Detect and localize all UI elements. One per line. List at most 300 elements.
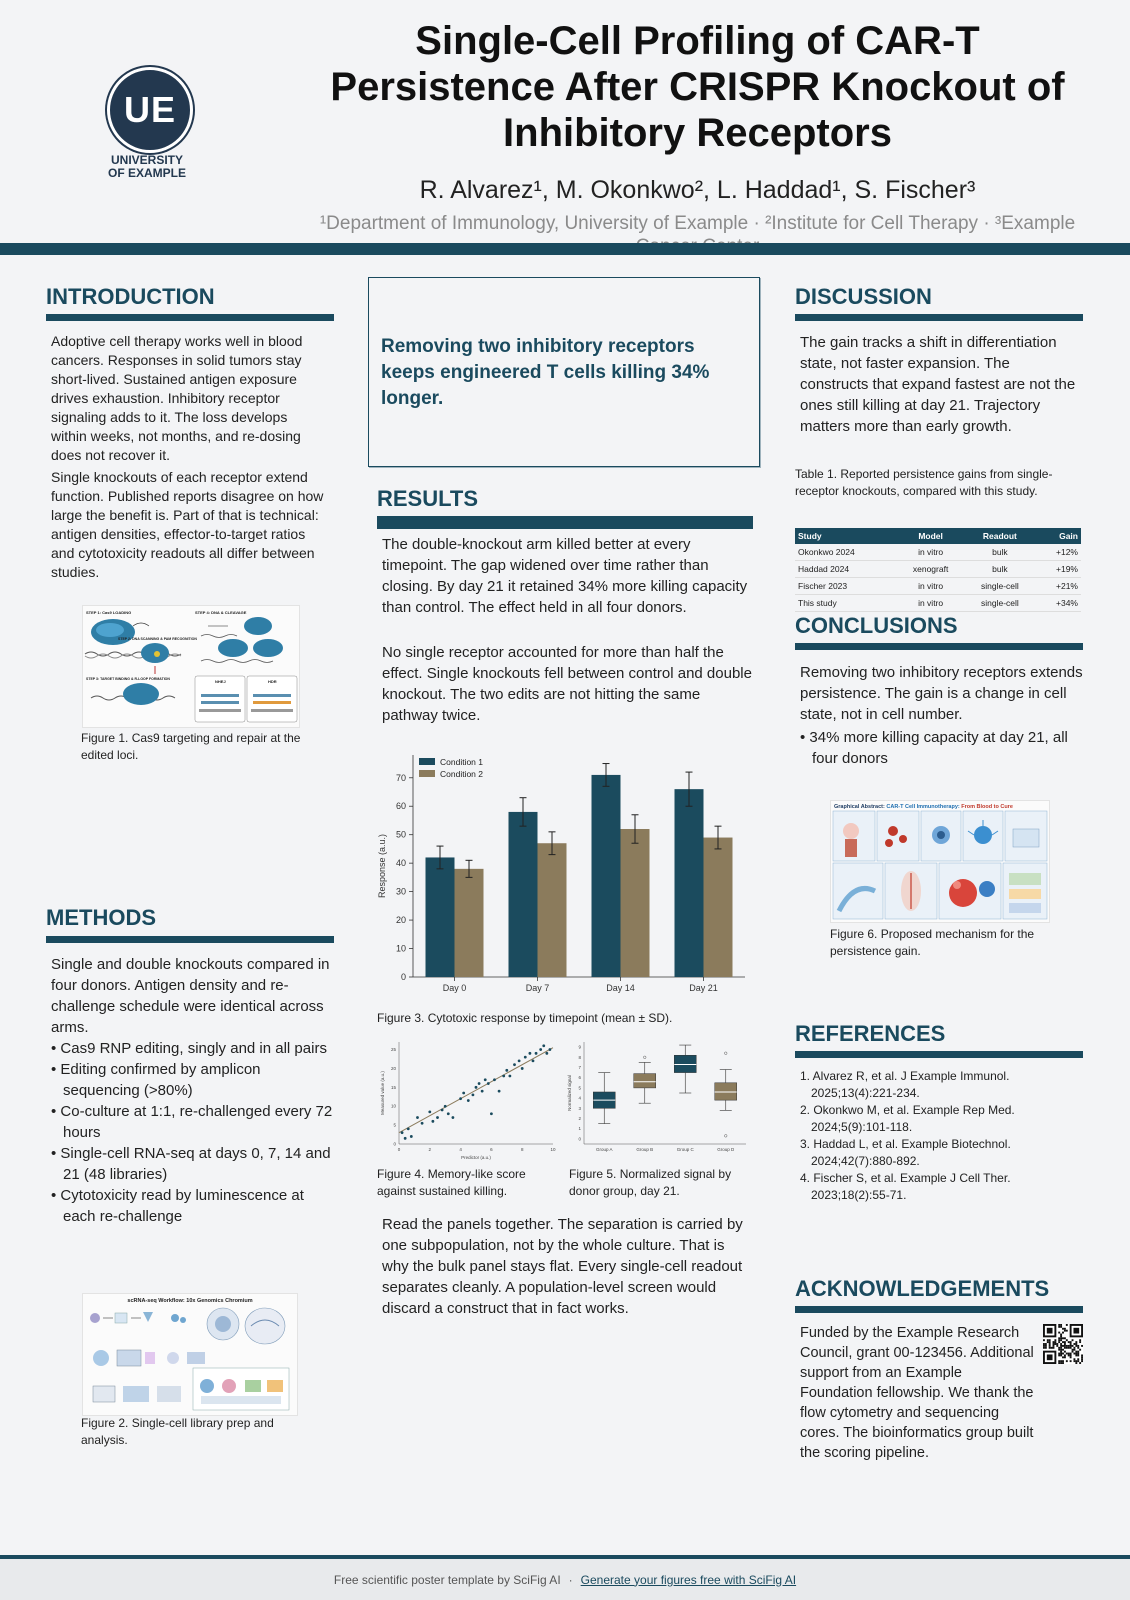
figure-5-caption: Figure 5. Normalized signal by donor group, day 21. (569, 1167, 732, 1198)
key-finding-callout (368, 277, 760, 467)
fig6-title-b: CAR-T Cell Immunotherapy: (886, 804, 962, 810)
methods-bullet: • Editing confirmed by amplicon sequencing (>80%) (51, 1061, 261, 1099)
qr-module (1068, 1347, 1070, 1349)
figure-3-bar-chart (373, 745, 753, 995)
qr-module (1043, 1343, 1045, 1345)
qr-module (1060, 1347, 1062, 1349)
y-tick-label: 0 (400, 972, 406, 982)
outlier-point (724, 1052, 727, 1055)
bar (426, 857, 455, 977)
qr-module (1077, 1347, 1079, 1349)
y-tick-label: 1 (578, 1126, 581, 1132)
x-axis-label: Predictor (a.u.) (461, 1155, 491, 1160)
qr-module (1049, 1339, 1051, 1341)
qr-module (1072, 1349, 1074, 1351)
y-tick-label: 7 (578, 1065, 581, 1070)
introduction-p1: Adoptive cell therapy works well in blood cancers. Responses in solid tumors stay short-lived. Sustained antigen exposure drives exhaustion. Inhibitory receptor signaling adds to it. The loss develops within weeks, not months, and re-dosing does not recover it. (51, 333, 303, 463)
figure-3-caption: Figure 3. Cytotoxic response by timepoint (mean ± SD). (377, 1011, 673, 1025)
qr-module (1060, 1326, 1062, 1328)
affiliations: ¹Department of Immunology, University of Example · ²Institute for Cell Therapy · ³Example (319, 213, 1076, 234)
y-tick-label: 0 (578, 1136, 581, 1142)
acknowledgements-heading: ACKNOWLEDGEMENTS (795, 1276, 1050, 1301)
qr-module (1053, 1341, 1055, 1343)
results-p2: No single receptor accounted for more than half the effect. Single knockouts fell between control and double knockout. The two edits are not hitting the same pathway twice. (382, 644, 752, 724)
qr-module (1068, 1341, 1070, 1343)
qr-module (1045, 1347, 1047, 1349)
conclusions-heading: CONCLUSIONS (795, 613, 958, 638)
qr-finder-center (1073, 1328, 1079, 1334)
box (674, 1055, 696, 1072)
figure-4-caption: Figure 4. Memory-like score against sustained killing. (377, 1167, 526, 1198)
qr-module (1056, 1343, 1058, 1345)
table-cell: +34% (1035, 595, 1081, 612)
y-tick-label: 10 (390, 1103, 396, 1109)
qr-module (1077, 1354, 1079, 1356)
scatter-point (431, 1120, 434, 1123)
qr-module (1064, 1345, 1066, 1347)
methods-p1: Single and double knockouts compared in four donors. Antigen density and re-challenge schedule were identical across arms. (51, 956, 330, 1036)
table-cell: in vitro (897, 578, 964, 595)
qr-module (1062, 1341, 1064, 1343)
qr-module (1077, 1360, 1079, 1362)
qr-module (1077, 1345, 1079, 1347)
scatter-point (404, 1137, 407, 1140)
methods-rule (46, 936, 334, 943)
scatter-point (436, 1116, 439, 1119)
table-cell: This study (795, 595, 897, 612)
scatter-point (529, 1052, 532, 1055)
y-tick-label: 2 (578, 1116, 581, 1121)
qr-module (1058, 1341, 1060, 1343)
qr-module (1073, 1353, 1075, 1355)
x-tick-label: Day 14 (606, 983, 635, 993)
fig6-title-c: From Blood to Cure (961, 804, 1013, 810)
references-rule (795, 1051, 1083, 1058)
qr-module (1064, 1337, 1066, 1339)
qr-module (1058, 1349, 1060, 1351)
conclusions-bullets (800, 727, 1085, 769)
footer-link[interactable]: Generate your figures free with SciFig AI (580, 1572, 797, 1587)
logo-name-line1: UNIVERSITY (110, 153, 183, 167)
fig1-step4: STEP 4: DNA & CLEAVAGE (195, 610, 247, 615)
qr-module (1075, 1341, 1077, 1343)
box (634, 1074, 656, 1088)
qr-module (1060, 1345, 1062, 1347)
bar (704, 838, 733, 977)
footer-separator: · (568, 1572, 573, 1587)
scrnaseq-workflow-diagram (83, 1294, 297, 1415)
qr-module (1081, 1358, 1083, 1360)
y-tick-label: 3 (578, 1105, 581, 1111)
qr-module (1060, 1351, 1062, 1353)
y-axis-label: Measured value (a.u.) (380, 1071, 385, 1115)
scatter-point (416, 1116, 419, 1119)
qr-module (1062, 1345, 1064, 1347)
figure-6-image (830, 800, 1050, 923)
poster-title: Single-Cell Profiling of CAR-T Persistence After CRISPR Knockout of Inhibitory Receptors (330, 19, 1065, 155)
qr-module (1045, 1345, 1047, 1347)
y-axis-label: Response (a.u.) (377, 833, 387, 899)
qr-module (1070, 1354, 1072, 1356)
results-p3: Read the panels together. The separation is carried by one subpopulation, not by the whole culture. That is why the bulk panel stays flat. Every single-cell readout separates cleanly. A population-level screen would discard a construct that in fact works. (382, 1216, 743, 1317)
y-tick-label: 20 (390, 1065, 396, 1071)
bar (675, 789, 704, 977)
qr-module (1066, 1360, 1068, 1362)
qr-module (1070, 1360, 1072, 1362)
scatter-point (444, 1105, 447, 1108)
figure-1-image (82, 605, 300, 728)
fig1-step2: STEP 2: DNA SCANNING & PAM RECOGNITION (118, 637, 197, 641)
x-tick-label: Group D (717, 1147, 735, 1152)
figure-5-box-plot (566, 1036, 750, 1164)
qr-module (1075, 1354, 1077, 1356)
qr-module (1043, 1345, 1045, 1347)
qr-module (1047, 1341, 1049, 1343)
fig6-title (834, 804, 1013, 810)
references-list (800, 1068, 1030, 1204)
x-tick-label: Group C (676, 1147, 694, 1152)
scatter-point (545, 1052, 548, 1055)
table-header: Study (795, 528, 897, 544)
outlier-point (724, 1135, 727, 1138)
scatter-point (513, 1063, 516, 1066)
reference-item: 1. Alvarez R, et al. J Example Immunol. 2025;13(4):221-234. (800, 1069, 1010, 1100)
qr-module (1073, 1349, 1075, 1351)
x-tick-label: Group B (636, 1147, 654, 1152)
authors: R. Alvarez¹, M. Okonkwo², L. Haddad¹, S. Fischer³ (419, 176, 976, 204)
qr-module (1062, 1362, 1064, 1364)
qr-module (1075, 1353, 1077, 1355)
scatter-point (521, 1067, 524, 1070)
table-cell: +12% (1035, 544, 1081, 561)
qr-module (1058, 1337, 1060, 1339)
scatter-point (428, 1110, 431, 1113)
qr-module (1062, 1349, 1064, 1351)
table-cell: bulk (964, 561, 1035, 578)
bar (538, 843, 567, 977)
header-divider (0, 243, 1130, 255)
table-cell: single-cell (964, 578, 1035, 595)
qr-module (1058, 1326, 1060, 1328)
y-tick-label: 60 (395, 801, 406, 812)
bar (455, 869, 484, 977)
qr-module (1054, 1343, 1056, 1345)
scatter-point (467, 1099, 470, 1102)
reference-item: 2. Okonkwo M, et al. Example Rep Med. 2024;5(9):101-118. (800, 1103, 1015, 1134)
qr-module (1068, 1353, 1070, 1355)
scatter-point (462, 1092, 465, 1095)
scatter-point (401, 1131, 404, 1134)
scatter-point (481, 1090, 484, 1093)
qr-module (1064, 1330, 1066, 1332)
table-cell: in vitro (897, 595, 964, 612)
qr-module (1070, 1343, 1072, 1345)
qr-module (1064, 1356, 1066, 1358)
qr-code-icon[interactable] (1043, 1324, 1083, 1364)
table-1 (795, 528, 1081, 612)
scatter-point (407, 1127, 410, 1130)
qr-module (1077, 1351, 1079, 1353)
scatter-point (524, 1056, 527, 1059)
qr-module (1045, 1343, 1047, 1345)
qr-module (1075, 1362, 1077, 1364)
table-row (795, 544, 1081, 561)
legend-label: Condition 2 (440, 769, 484, 779)
qr-module (1081, 1354, 1083, 1356)
qr-module (1058, 1339, 1060, 1341)
qr-module (1081, 1345, 1083, 1347)
fig1-hdr: HDR (268, 679, 277, 684)
qr-module (1062, 1337, 1064, 1339)
scatter-point (505, 1069, 508, 1072)
scatter-point (459, 1097, 462, 1100)
qr-module (1043, 1339, 1045, 1341)
x-tick-label: 6 (490, 1147, 493, 1152)
qr-module (1060, 1337, 1062, 1339)
conclusions-p1: Removing two inhibitory receptors extends persistence. The gain is a change in cell state, not in cell number. (800, 664, 1083, 723)
y-tick-label: 4 (578, 1095, 581, 1101)
qr-module (1064, 1354, 1066, 1356)
figure-2-image (82, 1293, 298, 1416)
qr-module (1064, 1343, 1066, 1345)
y-tick-label: 5 (578, 1085, 581, 1091)
methods-bullet: • Cytotoxicity read by luminescence at each re-challenge (51, 1187, 304, 1225)
footer (0, 1559, 1130, 1600)
qr-module (1060, 1339, 1062, 1341)
qr-module (1053, 1345, 1055, 1347)
qr-module (1058, 1332, 1060, 1334)
qr-module (1062, 1353, 1064, 1355)
qr-module (1064, 1351, 1066, 1353)
conclusions-rule (795, 643, 1083, 650)
x-tick-label: Group A (595, 1147, 613, 1152)
introduction-heading: INTRODUCTION (46, 284, 215, 309)
qr-module (1049, 1347, 1051, 1349)
scatter-point (487, 1082, 490, 1085)
qr-finder-center (1047, 1354, 1053, 1360)
qr-module (1066, 1330, 1068, 1332)
table-cell: Haddad 2024 (795, 561, 897, 578)
qr-module (1070, 1347, 1072, 1349)
qr-module (1060, 1343, 1062, 1345)
scatter-point (490, 1112, 493, 1115)
discussion-heading: DISCUSSION (795, 284, 932, 309)
qr-module (1049, 1343, 1051, 1345)
y-tick-label: 70 (395, 772, 406, 783)
x-tick-label: 10 (550, 1147, 556, 1152)
y-tick-label: 50 (395, 829, 406, 840)
qr-module (1058, 1347, 1060, 1349)
qr-module (1077, 1353, 1079, 1355)
reference-item: 3. Haddad L, et al. Example Biotechnol. 2024;42(7):880-892. (800, 1137, 1011, 1168)
bar (509, 812, 538, 977)
fig6-title-a: Graphical Abstract: (834, 804, 887, 810)
qr-module (1060, 1354, 1062, 1356)
qr-module (1060, 1335, 1062, 1337)
bar (621, 829, 650, 977)
qr-module (1058, 1362, 1060, 1364)
x-tick-label: 4 (459, 1147, 462, 1152)
fig1-step3: STEP 3: TARGET BINDING & R-LOOP FORMATION (86, 677, 170, 681)
qr-module (1075, 1360, 1077, 1362)
cas9-diagram (83, 606, 299, 727)
graphical-abstract-diagram (831, 801, 1049, 922)
qr-module (1070, 1353, 1072, 1355)
fig2-title: scRNA-seq Workflow: 10x Genomics Chromium (127, 1298, 253, 1304)
acknowledgements-p1: Funded by the Example Research Council, grant 00-123456. Additional support from an Example Foundation fellowship. We thank the flow cytometry and sequencing cores. The bioinformatics group built the scoring pipeline. (800, 1325, 1034, 1461)
scatter-point (508, 1075, 511, 1078)
qr-module (1053, 1347, 1055, 1349)
figure-4-scatter-plot (377, 1036, 560, 1164)
scatter-point (542, 1044, 545, 1047)
qr-module (1051, 1347, 1053, 1349)
scatter-point (472, 1093, 475, 1096)
qr-module (1054, 1341, 1056, 1343)
outlier-point (643, 1056, 646, 1059)
figure-6-caption: Figure 6. Proposed mechanism for the persistence gain. (830, 927, 1035, 958)
results-p1: The double-knockout arm killed better at every timepoint. The gap widened over time rather than closing. By day 21 it retained 34% more killing capacity than control. The effect held in all four donors. (382, 536, 748, 616)
qr-module (1079, 1349, 1081, 1351)
qr-module (1066, 1347, 1068, 1349)
qr-module (1079, 1362, 1081, 1364)
y-tick-label: 15 (390, 1084, 396, 1090)
qr-module (1064, 1341, 1066, 1343)
qr-module (1073, 1358, 1075, 1360)
footer-text: Free scientific poster template by SciFig AI (333, 1572, 561, 1587)
y-tick-label: 6 (578, 1075, 581, 1081)
methods-bullet: • Single-cell RNA-seq at days 0, 7, 14 and 21 (48 libraries) (51, 1145, 331, 1183)
logo-initials: UE (123, 89, 176, 130)
x-tick-label: 8 (520, 1147, 524, 1152)
qr-module (1060, 1353, 1062, 1355)
qr-module (1060, 1349, 1062, 1351)
qr-module (1070, 1341, 1072, 1343)
qr-module (1081, 1360, 1083, 1362)
qr-module (1043, 1347, 1045, 1349)
table-header-row (795, 528, 1081, 544)
table-cell: +21% (1035, 578, 1081, 595)
scatter-point (475, 1086, 478, 1089)
scatter-point (539, 1048, 542, 1051)
legend-label: Condition 1 (440, 757, 484, 767)
qr-finder-center (1047, 1328, 1053, 1334)
qr-module (1060, 1334, 1062, 1336)
table-cell: bulk (964, 544, 1035, 561)
fig1-nhej: NHEJ (215, 679, 226, 684)
qr-module (1072, 1339, 1074, 1341)
x-tick-label: Day 7 (525, 983, 550, 993)
y-tick-label: 8 (578, 1054, 581, 1060)
scatter-point (493, 1078, 496, 1081)
qr-module (1049, 1345, 1051, 1347)
table-cell: Fischer 2023 (795, 578, 897, 595)
conclusions-bullet: • 34% more killing capacity at day 21, all four donors (800, 729, 1068, 767)
methods-bullets (51, 1038, 336, 1227)
qr-module (1068, 1345, 1070, 1347)
scatter-point (478, 1082, 481, 1085)
qr-module (1060, 1324, 1062, 1326)
fig1-step1: STEP 1: Cas9 LOADING (86, 610, 132, 615)
y-tick-label: 40 (395, 858, 406, 869)
figure-1-caption: Figure 1. Cas9 targeting and repair at the edited loci. (81, 731, 301, 762)
qr-module (1068, 1354, 1070, 1356)
qr-module (1053, 1343, 1055, 1345)
fit-line (399, 1048, 553, 1133)
methods-bullet: • Co-culture at 1:1, re-challenged every 72 hours (51, 1103, 333, 1141)
discussion-p1: The gain tracks a shift in differentiation state, not faster expansion. The constructs that expand fastest are not the ones still killing at day 21. Trajectory matters more than early growth. (800, 334, 1076, 435)
table-cell: xenograft (897, 561, 964, 578)
introduction-rule (46, 314, 334, 321)
persistence-gains-table (795, 528, 1081, 612)
qr-module (1047, 1339, 1049, 1341)
qr-module (1060, 1362, 1062, 1364)
qr-module (1064, 1328, 1066, 1330)
qr-module (1058, 1354, 1060, 1356)
scatter-point (498, 1090, 501, 1093)
qr-module (1072, 1345, 1074, 1347)
bar (592, 775, 621, 977)
qr-module (1066, 1324, 1068, 1326)
qr-module (1058, 1324, 1060, 1326)
y-tick-label: 9 (578, 1044, 581, 1050)
qr-module (1066, 1345, 1068, 1347)
y-axis-label: Normalized signal (567, 1075, 572, 1111)
acknowledgements-rule (795, 1306, 1083, 1313)
table-cell: +19% (1035, 561, 1081, 578)
logo-name-line2: OF EXAMPLE (107, 166, 186, 180)
qr-module (1079, 1341, 1081, 1343)
qr-module (1062, 1356, 1064, 1358)
qr-module (1062, 1332, 1064, 1334)
table-header: Model (897, 528, 964, 544)
y-tick-label: 5 (393, 1122, 396, 1128)
qr-module (1062, 1360, 1064, 1362)
qr-module (1054, 1339, 1056, 1341)
table-cell: single-cell (964, 595, 1035, 612)
scatter-point (452, 1116, 455, 1119)
y-tick-label: 30 (395, 886, 406, 897)
scatter-point (549, 1048, 552, 1051)
y-tick-label: 10 (395, 943, 406, 954)
qr-module (1079, 1339, 1081, 1341)
table-header: Readout (964, 528, 1035, 544)
logo-name (97, 154, 197, 180)
scatter-point (532, 1059, 535, 1062)
figure-2-caption: Figure 2. Single-cell library prep and analysis. (81, 1416, 274, 1447)
scatter-point (535, 1052, 538, 1055)
key-finding-text: Removing two inhibitory receptors keeps engineered T cells killing 34% longer. (381, 336, 710, 409)
x-tick-label: 0 (397, 1147, 401, 1152)
university-logo (107, 67, 193, 153)
qr-module (1058, 1353, 1060, 1355)
scatter-point (421, 1122, 424, 1125)
qr-module (1062, 1328, 1064, 1330)
scatter-point (447, 1112, 450, 1115)
results-rule (377, 516, 753, 529)
references-heading: REFERENCES (795, 1021, 946, 1046)
qr-module (1056, 1345, 1058, 1347)
scatter-point (502, 1075, 505, 1078)
legend-swatch (419, 770, 435, 777)
table-row (795, 595, 1081, 612)
scatter-point (484, 1078, 487, 1081)
y-tick-label: 20 (395, 915, 406, 926)
results-heading: RESULTS (377, 486, 479, 511)
qr-module (1073, 1347, 1075, 1349)
table-cell: Okonkwo 2024 (795, 544, 897, 561)
qr-module (1060, 1360, 1062, 1362)
qr-module (1070, 1356, 1072, 1358)
